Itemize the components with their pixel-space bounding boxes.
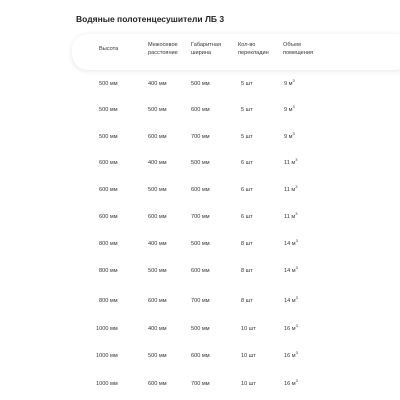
table-row xyxy=(0,213,400,227)
cell-volume xyxy=(284,133,295,141)
cell-bars: 10 шт xyxy=(241,326,256,332)
table-row xyxy=(0,159,400,173)
cell-width: 500 мм xyxy=(191,326,210,332)
cell-bars: 5 шт xyxy=(241,81,253,87)
cell-height: 800 мм xyxy=(99,298,118,304)
cell-distance: 600 мм xyxy=(148,214,167,220)
cell-volume-value: 14 м xyxy=(284,241,296,247)
cell-distance: 400 мм xyxy=(148,241,167,247)
cell-volume-value: 9 м xyxy=(284,134,293,140)
cell-volume-value: 9 м xyxy=(284,81,293,87)
cell-volume-value: 9 м xyxy=(284,107,293,113)
cell-height: 1000 мм xyxy=(96,381,118,387)
cell-volume-value: 11 м xyxy=(284,187,296,193)
cell-height: 600 мм xyxy=(99,187,118,193)
header-distance xyxy=(148,41,178,57)
cell-bars: 6 шт xyxy=(241,187,253,193)
cell-volume-value: 14 м xyxy=(284,298,296,304)
header-width xyxy=(191,41,221,57)
cell-width: 500 мм xyxy=(191,160,210,166)
cell-volume xyxy=(284,352,298,360)
cell-width: 700 мм xyxy=(191,381,210,387)
cell-volume xyxy=(284,325,298,333)
header-width-line1: Габаритная xyxy=(191,42,222,48)
cell-volume-value: 11 м xyxy=(284,160,296,166)
cell-volume xyxy=(284,213,297,221)
cell-bars: 10 шт xyxy=(241,381,256,387)
cell-width: 700 мм xyxy=(191,134,210,140)
cell-height: 500 мм xyxy=(99,134,118,140)
cell-volume-unit-exponent: 3 xyxy=(292,131,295,137)
cell-volume-unit-exponent: 3 xyxy=(295,265,298,271)
cell-bars: 8 шт xyxy=(241,268,253,274)
cell-height: 500 мм xyxy=(99,107,118,113)
cell-width: 600 мм xyxy=(191,107,210,113)
table-row xyxy=(0,267,400,281)
cell-volume-unit-exponent: 3 xyxy=(295,238,298,244)
cell-bars: 6 шт xyxy=(241,214,253,220)
header-volume-line1: Объем xyxy=(283,42,301,48)
cell-volume-unit-exponent: 3 xyxy=(295,378,298,384)
header-distance-line1: Межосевое xyxy=(148,42,178,48)
cell-volume xyxy=(284,380,298,388)
cell-bars: 8 шт xyxy=(241,241,253,247)
cell-height: 600 мм xyxy=(99,160,118,166)
cell-width: 600 мм xyxy=(191,268,210,274)
table-header xyxy=(72,34,400,70)
cell-height: 600 мм xyxy=(99,214,118,220)
cell-volume xyxy=(284,80,295,88)
cell-volume-unit-exponent: 3 xyxy=(295,295,298,301)
table-row xyxy=(0,80,400,94)
cell-distance: 600 мм xyxy=(148,134,167,140)
table-row xyxy=(0,106,400,120)
cell-distance: 600 мм xyxy=(148,381,167,387)
table-row xyxy=(0,297,400,311)
header-bars-line1: Кол-во xyxy=(238,42,256,48)
table-row xyxy=(0,186,400,200)
cell-bars: 5 шт xyxy=(241,134,253,140)
cell-volume-unit-exponent: 3 xyxy=(292,104,295,110)
cell-volume-unit-exponent: 3 xyxy=(295,157,298,163)
cell-volume-unit-exponent: 3 xyxy=(295,211,298,217)
table-row xyxy=(0,352,400,366)
cell-volume xyxy=(284,186,297,194)
table-row xyxy=(0,325,400,339)
header-volume-line2: помещения xyxy=(283,50,313,56)
header-distance-line2: расстояние xyxy=(148,50,178,56)
cell-distance: 500 мм xyxy=(148,268,167,274)
cell-distance: 500 мм xyxy=(148,187,167,193)
cell-distance: 400 мм xyxy=(148,326,167,332)
cell-height: 500 мм xyxy=(99,81,118,87)
table-row xyxy=(0,133,400,147)
cell-height: 1000 мм xyxy=(96,353,118,359)
table-row xyxy=(0,380,400,394)
cell-height: 800 мм xyxy=(99,268,118,274)
cell-distance: 500 мм xyxy=(148,107,167,113)
cell-volume xyxy=(284,106,295,114)
cell-width: 500 мм xyxy=(191,81,210,87)
cell-width: 600 мм xyxy=(191,187,210,193)
cell-distance: 400 мм xyxy=(148,81,167,87)
cell-volume-unit-exponent: 3 xyxy=(292,78,295,84)
cell-volume-unit-exponent: 3 xyxy=(295,350,298,356)
cell-volume-value: 14 м xyxy=(284,268,296,274)
cell-distance: 500 мм xyxy=(148,353,167,359)
cell-width: 700 мм xyxy=(191,298,210,304)
cell-volume-unit-exponent: 3 xyxy=(295,184,298,190)
table-row xyxy=(0,240,400,254)
cell-volume-value: 11 м xyxy=(284,214,296,220)
cell-volume xyxy=(284,267,298,275)
cell-distance: 600 мм xyxy=(148,298,167,304)
header-height: Высота xyxy=(99,46,119,52)
cell-volume xyxy=(284,297,298,305)
header-bars xyxy=(238,41,269,57)
cell-height: 1000 мм xyxy=(96,326,118,332)
cell-bars: 5 шт xyxy=(241,107,253,113)
cell-distance: 400 мм xyxy=(148,160,167,166)
cell-volume-value: 16 м xyxy=(284,381,296,387)
cell-volume-value: 16 м xyxy=(284,353,296,359)
header-width-line2: ширина xyxy=(191,50,212,56)
cell-volume xyxy=(284,159,297,167)
cell-width: 500 мм xyxy=(191,241,210,247)
cell-width: 600 мм xyxy=(191,353,210,359)
page-title: Водяные полотенцесушители ЛБ 3 xyxy=(76,14,225,24)
cell-volume xyxy=(284,240,298,248)
cell-bars: 10 шт xyxy=(241,353,256,359)
cell-width: 700 мм xyxy=(191,214,210,220)
cell-bars: 8 шт xyxy=(241,298,253,304)
cell-bars: 6 шт xyxy=(241,160,253,166)
cell-volume-unit-exponent: 3 xyxy=(295,323,298,329)
cell-volume-value: 16 м xyxy=(284,326,296,332)
header-bars-line2: перекладин xyxy=(238,50,269,56)
cell-height: 800 мм xyxy=(99,241,118,247)
header-volume xyxy=(283,41,313,57)
